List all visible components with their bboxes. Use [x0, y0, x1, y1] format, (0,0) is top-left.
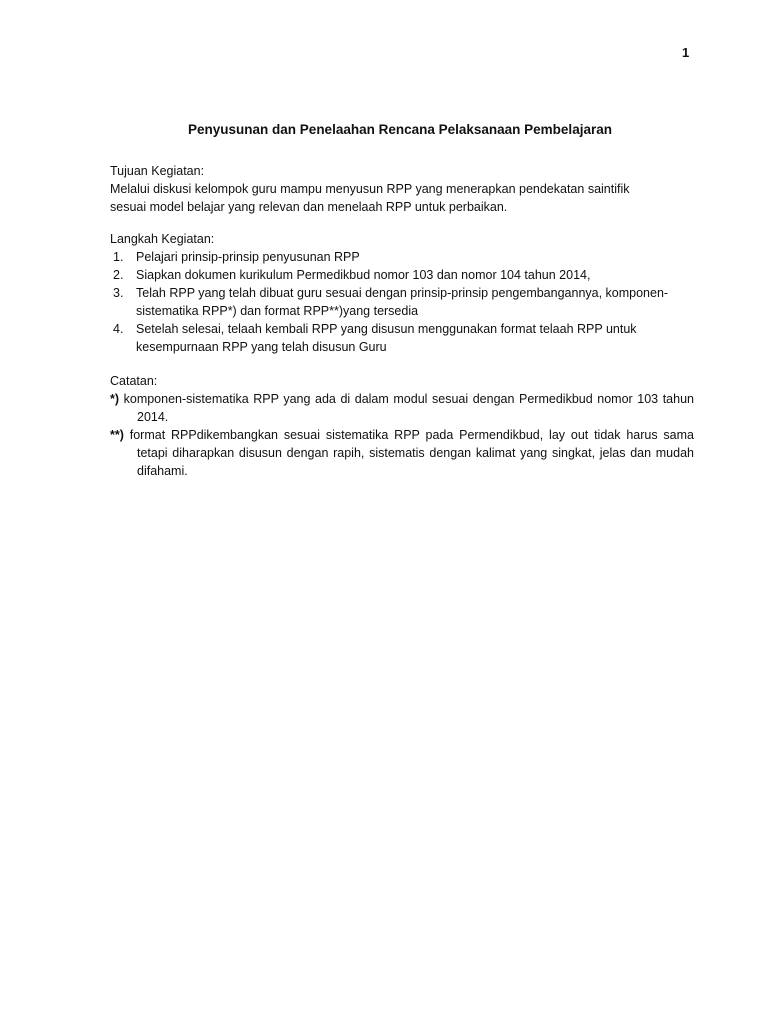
step-number: 3. [113, 286, 124, 300]
note-text: komponen-sistematika RPP yang ada di dalam modul sesuai dengan Permedikbud nomor 103 tahun 2014. [119, 392, 694, 424]
note-item [110, 390, 694, 426]
note-text: format RPPdikembangkan sesuai sistematika RPP pada Permendikbud, lay out tidak harus sama tetapi diharapkan disusun dengan rapih, sistematis dengan kalimat yang singkat, jelas dan mudah difahami. [123, 428, 694, 478]
steps-list [110, 248, 694, 356]
tujuan-section [110, 162, 694, 216]
document-title: Penyusunan dan Penelaahan Rencana Pelaksanaan Pembelajaran [188, 122, 612, 137]
note-item [110, 426, 694, 480]
list-item [110, 248, 694, 266]
note-mark: *) [110, 392, 120, 406]
step-number: 2. [113, 268, 124, 282]
step-number: 4. [113, 322, 124, 336]
step-text: Setelah selesai, telaah kembali RPP yang disusun menggunakan format telaah RPP untuk kesempurnaan RPP yang telah disusun Guru [136, 322, 637, 354]
list-item [110, 320, 694, 356]
tujuan-line-2: sesuai model belajar yang relevan dan menelaah RPP untuk perbaikan. [110, 200, 508, 214]
page-number: 1 [682, 45, 690, 60]
tujuan-label: Tujuan Kegiatan: [110, 164, 205, 178]
tujuan-line-1: Melalui diskusi kelompok guru mampu menyusun RPP yang menerapkan pendekatan saintifik [110, 182, 630, 196]
note-mark: **) [110, 428, 124, 442]
list-item [110, 266, 694, 284]
langkah-section [110, 230, 694, 356]
list-item [110, 284, 694, 320]
catatan-section [110, 372, 694, 480]
langkah-label: Langkah Kegiatan: [110, 232, 215, 246]
step-number: 1. [113, 250, 124, 264]
step-text: Pelajari prinsip-prinsip penyusunan RPP [136, 250, 360, 264]
step-text: Telah RPP yang telah dibuat guru sesuai dengan prinsip-prinsip pengembangannya, komponen-sistematika RPP*) dan format RPP**)yang tersedia [136, 286, 669, 318]
catatan-label: Catatan: [110, 374, 158, 388]
step-text: Siapkan dokumen kurikulum Permedikbud nomor 103 dan nomor 104 tahun 2014, [136, 268, 591, 282]
